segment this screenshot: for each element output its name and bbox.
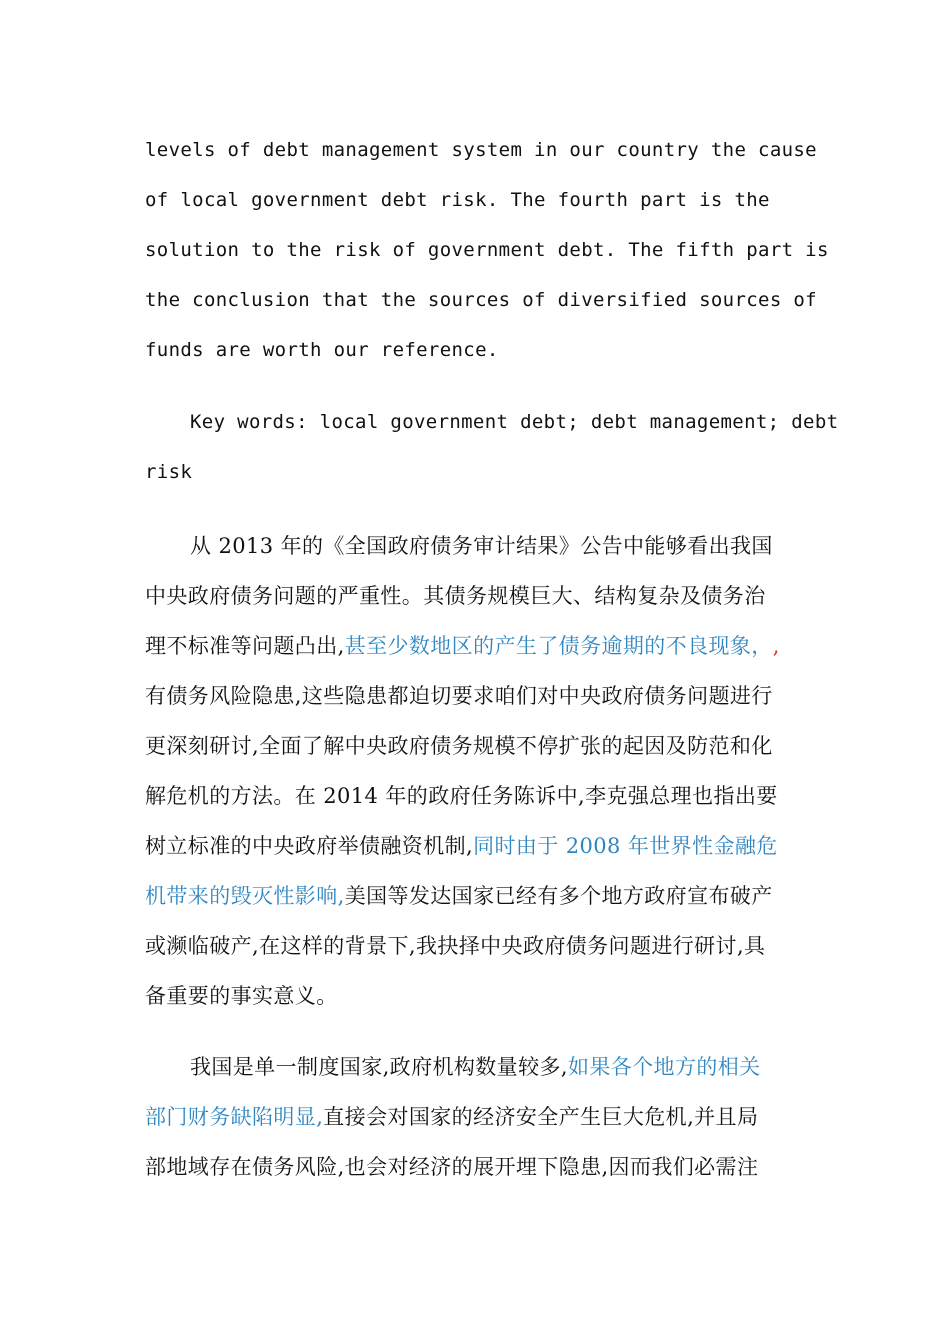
body-line [145, 1101, 758, 1131]
body-line [190, 1051, 761, 1081]
body-line: 部地域存在债务风险,也会对经济的展开埋下隐患,因而我们必需注 [145, 1155, 759, 1179]
body-text: 树立标准的中央政府举债融资机制, [145, 834, 474, 858]
highlighted-text: 同时由于 2008 年世界性金融危 [473, 834, 778, 858]
abstract-line: the conclusion that the sources of diversified sources of [145, 289, 817, 311]
highlighted-text: 机带来的毁灭性影响, [145, 884, 345, 908]
body-line [145, 830, 778, 860]
highlighted-text: 甚至少数地区的产生了债务逾期的不良现象， [344, 634, 773, 658]
body-line: 备重要的事实意义。 [145, 984, 338, 1008]
body-text: 我国是单一制度国家,政府机构数量较多, [190, 1055, 568, 1079]
highlighted-punctuation: , [772, 634, 780, 658]
abstract-line: solution to the risk of government debt. The fifth part is [145, 239, 829, 261]
body-text: 直接会对国家的经济安全产生巨大危机,并且局 [323, 1105, 759, 1129]
body-line: 更深刻研讨,全面了解中央政府债务规模不停扩张的起因及防范和化 [145, 734, 773, 758]
body-line: 或濒临破产,在这样的背景下,我抉择中央政府债务问题进行研讨,具 [145, 934, 766, 958]
abstract-line: funds are worth our reference. [145, 339, 499, 361]
body-text: 美国等发达国家已经有多个地方政府宣布破产 [344, 884, 773, 908]
body-line: 从 2013 年的《全国政府债务审计结果》公告中能够看出我国 [190, 534, 773, 558]
body-line: 解危机的方法。在 2014 年的政府任务陈诉中,李克强总理也指出要 [145, 784, 778, 808]
highlighted-text: 部门财务缺陷明显, [145, 1105, 324, 1129]
keywords-line: Key words: local government debt; debt management; debt [190, 411, 839, 433]
highlighted-text: 如果各个地方的相关 [567, 1055, 761, 1079]
body-line [145, 880, 773, 910]
body-line: 有债务风险隐患,这些隐患都迫切要求咱们对中央政府债务问题进行 [145, 684, 773, 708]
body-line [145, 630, 780, 660]
abstract-line: of local government debt risk. The fourth part is the [145, 189, 770, 211]
body-text: 理不标准等问题凸出, [145, 634, 345, 658]
keywords-line: risk [145, 461, 193, 483]
abstract-line: levels of debt management system in our country the cause [145, 139, 817, 161]
body-line: 中央政府债务问题的严重性。其债务规模巨大、结构复杂及债务治 [145, 584, 766, 608]
